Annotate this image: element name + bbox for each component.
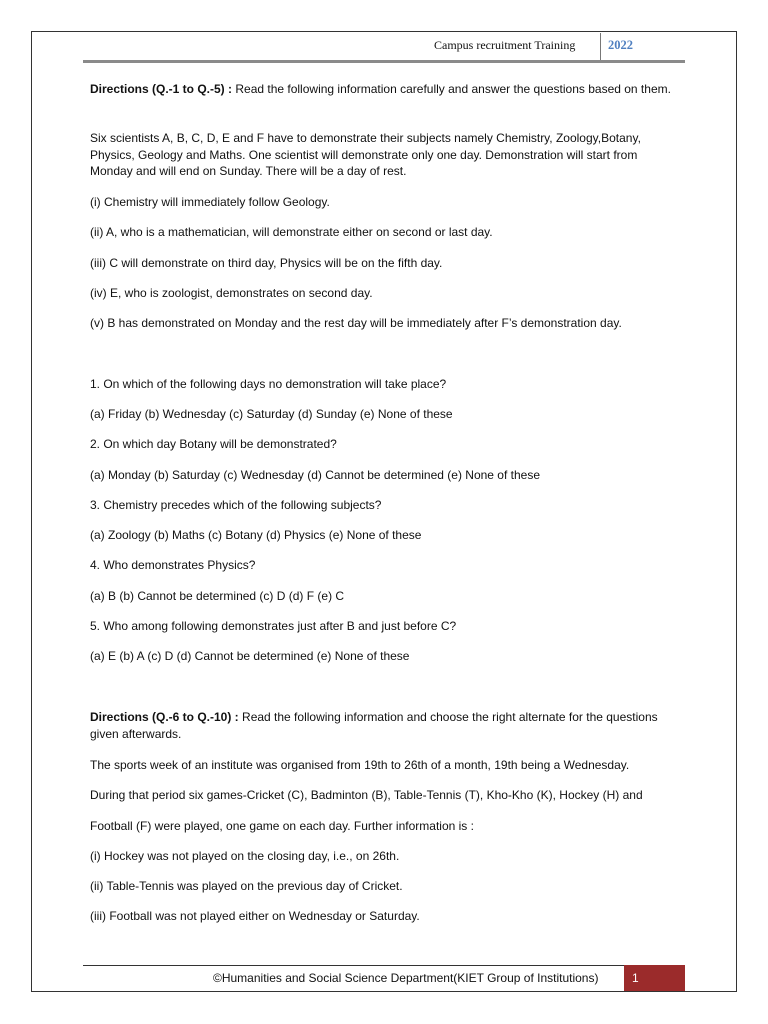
- header-rule: [83, 60, 685, 63]
- directions-1-label: Directions (Q.-1 to Q.-5) :: [90, 82, 233, 96]
- page-number: 1: [632, 971, 639, 985]
- sports-line-3: Football (F) were played, one game on each day. Further information is :: [90, 819, 474, 833]
- question-4-options: (a) B (b) Cannot be determined (c) D (d) F (e) C: [90, 589, 345, 603]
- sports-condition-2: (ii) Table-Tennis was played on the previous day of Cricket.: [90, 879, 403, 893]
- condition-5: (v) B has demonstrated on Monday and the rest day will be immediately after F’s demonstration day.: [90, 316, 622, 330]
- directions-1: [90, 81, 680, 98]
- condition-3: (iii) C will demonstrate on third day, Physics will be on the fifth day.: [90, 256, 443, 270]
- question-1: 1. On which of the following days no demonstration will take place?: [90, 377, 447, 391]
- header-year: 2022: [608, 38, 633, 52]
- directions-1-text: Read the following information carefully and answer the questions based on them.: [232, 82, 671, 96]
- condition-4: (iv) E, who is zoologist, demonstrates on second day.: [90, 286, 373, 300]
- condition-2: (ii) A, who is a mathematician, will demonstrate either on second or last day.: [90, 225, 493, 239]
- question-2: 2. On which day Botany will be demonstrated?: [90, 437, 337, 451]
- question-1-options: (a) Friday (b) Wednesday (c) Saturday (d) Sunday (e) None of these: [90, 407, 453, 421]
- header-title: Campus recruitment Training: [434, 38, 576, 52]
- directions-2: [90, 709, 680, 742]
- footer-text: ©Humanities and Social Science Department(KIET Group of Institutions): [213, 971, 599, 985]
- intro-paragraph: Six scientists A, B, C, D, E and F have to demonstrate their subjects namely Chemistry, Zoology,Botany, Physics, Geology and Maths. One scientist will demonstrate only one day. Demonstration will start from Monday and will end on Sunday. There will be a day of rest.: [90, 131, 641, 178]
- question-4: 4. Who demonstrates Physics?: [90, 558, 256, 572]
- question-3: 3. Chemistry precedes which of the following subjects?: [90, 498, 382, 512]
- question-5: 5. Who among following demonstrates just after B and just before C?: [90, 619, 457, 633]
- directions-2-label: Directions (Q.-6 to Q.-10) :: [90, 710, 239, 724]
- question-5-options: (a) E (b) A (c) D (d) Cannot be determined (e) None of these: [90, 649, 410, 663]
- header-separator: [600, 33, 601, 60]
- condition-1: (i) Chemistry will immediately follow Geology.: [90, 195, 330, 209]
- sports-line-1: The sports week of an institute was organised from 19th to 26th of a month, 19th being a Wednesday.: [90, 758, 630, 772]
- directions-2-text: Read the following information and choose the right alternate for the questions given afterwards.: [90, 710, 658, 741]
- sports-condition-3: (iii) Football was not played either on Wednesday or Saturday.: [90, 909, 420, 923]
- question-2-options: (a) Monday (b) Saturday (c) Wednesday (d) Cannot be determined (e) None of these: [90, 468, 540, 482]
- sports-line-2: During that period six games-Cricket (C), Badminton (B), Table-Tennis (T), Kho-Kho (K), Hockey (H) and: [90, 788, 643, 802]
- sports-condition-1: (i) Hockey was not played on the closing day, i.e., on 26th.: [90, 849, 400, 863]
- question-3-options: (a) Zoology (b) Maths (c) Botany (d) Physics (e) None of these: [90, 528, 422, 542]
- footer-rule: [83, 965, 685, 966]
